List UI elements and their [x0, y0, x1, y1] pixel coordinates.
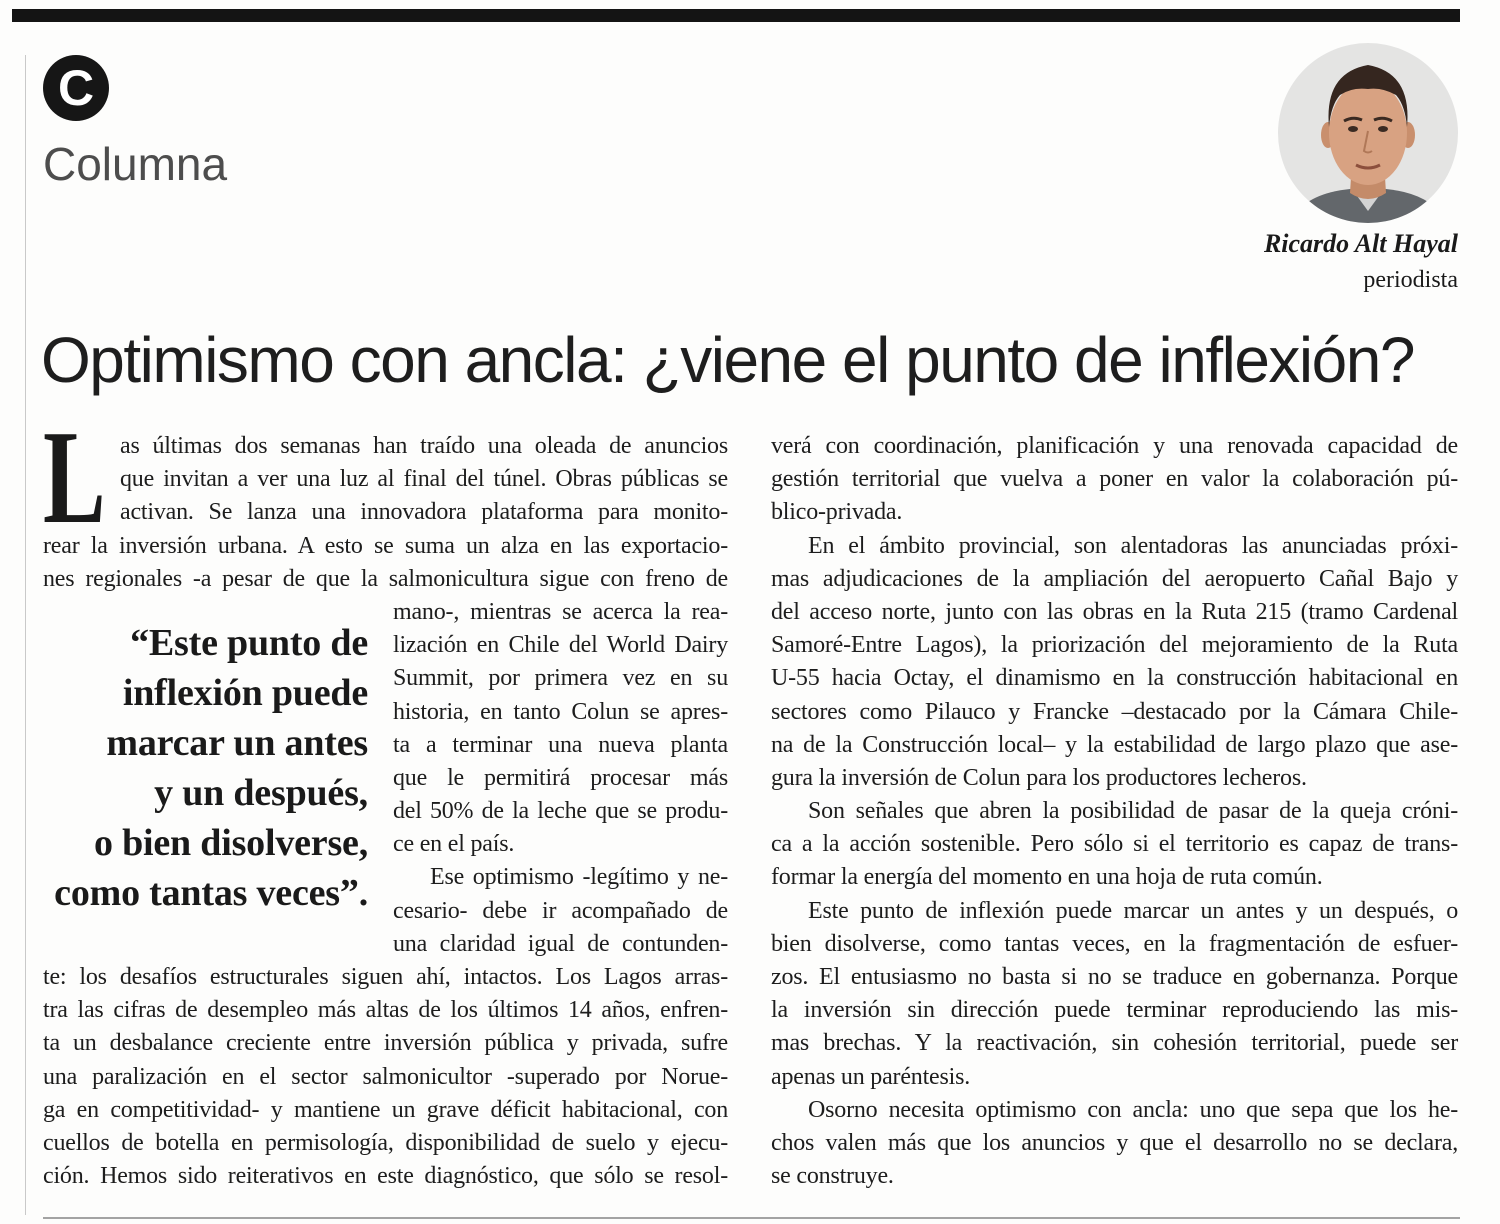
- text-line: Summit, por primera vez en su: [393, 665, 728, 692]
- headline: Optimismo con ancla: ¿viene el punto de inflexión?: [41, 324, 1414, 396]
- text-line: rear la inversión urbana. A esto se suma un alza en las exportacio-: [43, 532, 728, 559]
- text-line: Osorno necesita optimismo con ancla: uno que sepa que los he-: [808, 1096, 1458, 1123]
- drop-cap: L: [43, 403, 106, 551]
- text-line: activan. Se lanza una innovadora plataforma para monito-: [120, 499, 728, 526]
- left-rule: [25, 55, 26, 1215]
- author-name: Ricardo Alt Hayal: [1263, 229, 1458, 258]
- text-line: sectores como Pilauco y Francke –destacado por la Cámara Chile-: [771, 698, 1458, 725]
- text-line: ce en el país.: [393, 831, 515, 858]
- text-line: Ese optimismo -legítimo y ne-: [430, 864, 728, 891]
- text-line: ta un desbalance creciente entre inversión pública y privada, sufre: [43, 1030, 728, 1057]
- text-line: del acceso norte, junto con las obras en la Ruta 215 (tramo Cardenal: [771, 598, 1458, 625]
- text-line: as últimas dos semanas han traído una oleada de anuncios: [120, 433, 728, 459]
- author-role: periodista: [1363, 267, 1458, 293]
- text-line: una claridad igual de contunden-: [393, 930, 728, 957]
- text-line: ta a terminar una nueva planta: [393, 731, 728, 758]
- text-line: mano-, mientras se acerca la rea-: [393, 598, 728, 625]
- pull-quote-line: y un después,: [154, 772, 368, 814]
- text-line: blico-privada.: [771, 499, 903, 526]
- text-line: bien disolverse, como tantas veces, en la fragmentación de esfuer-: [771, 930, 1458, 957]
- text-line: mas brechas. Y la reactivación, sin cohesión territorial, puede ser: [771, 1030, 1458, 1057]
- section-badge: C: [43, 55, 109, 121]
- text-line: lización en Chile del World Dairy: [393, 632, 728, 659]
- text-line: gestión territorial que vuelva a poner en valor la colaboración pú-: [771, 466, 1458, 493]
- pull-quote-line: marcar un antes: [106, 722, 368, 764]
- text-line: U-55 hacia Octay, el dinamismo en la construcción habitacional en: [771, 665, 1458, 692]
- text-line: cuellos de botella en permisología, disponibilidad de suelo y ejecu-: [43, 1129, 728, 1156]
- text-line: gura la inversión de Colun para los productores lecheros.: [771, 764, 1307, 791]
- text-line: nes regionales -a pesar de que la salmonicultura sigue con freno de: [43, 565, 728, 592]
- top-rule: [12, 9, 1460, 22]
- text-line: tra las cifras de desempleo más altas de los últimos 14 años, enfren-: [43, 997, 728, 1024]
- bottom-rule: [43, 1217, 1460, 1219]
- text-line: chos valen más que los anuncios y que el desarrollo no se declara,: [771, 1129, 1458, 1156]
- text-line: ción. Hemos sido reiterativos en este diagnóstico, que sólo se resol-: [43, 1163, 728, 1190]
- text-line: formar la energía del momento en una hoja de ruta común.: [771, 864, 1323, 891]
- text-line: que invitan a ver una luz al final del túnel. Obras públicas se: [120, 466, 728, 493]
- text-line: una paralización en el sector salmonicultor -superado por Norue-: [43, 1063, 728, 1090]
- text-line: En el ámbito provincial, son alentadoras las anunciadas próxi-: [808, 532, 1458, 559]
- text-line: cesario- debe ir acompañado de: [393, 897, 728, 924]
- pull-quote-line: o bien disolverse,: [93, 822, 368, 864]
- pull-quote-line: “Este punto de: [130, 622, 368, 664]
- text-line: apenas un paréntesis.: [771, 1063, 971, 1090]
- text-line: verá con coordinación, planificación y una renovada capacidad de: [771, 433, 1458, 459]
- article-column-right: [771, 430, 1458, 1193]
- text-line: te: los desafíos estructurales siguen ahí, intactos. Los Lagos arras-: [43, 964, 728, 990]
- article-column-left: [43, 430, 728, 1193]
- text-line: Este punto de inflexión puede marcar un antes y un después, o: [808, 897, 1458, 924]
- text-line: Samoré-Entre Lagos), la priorización del mejoramiento de la Ruta: [771, 632, 1458, 659]
- text-line: historia, en tanto Colun se apres-: [393, 698, 728, 725]
- text-line: na de la Construcción local– y la estabilidad de largo plazo que ase-: [771, 731, 1458, 758]
- text-line: del 50% de la leche que se produ-: [393, 798, 728, 825]
- text-line: Son señales que abren la posibilidad de pasar de la queja cróni-: [808, 798, 1458, 825]
- text-line: ga en competitividad- y mantiene un grave déficit habitacional, con: [43, 1096, 728, 1123]
- text-line: ca a la acción sostenible. Pero sólo si el territorio es capaz de trans-: [771, 831, 1458, 858]
- text-line: la inversión sin dirección puede terminar reproduciendo las mis-: [771, 997, 1458, 1024]
- pull-quote-line: inflexión puede: [122, 672, 368, 714]
- author-photo: [1278, 43, 1458, 223]
- pull-quote-line: como tantas veces”.: [54, 872, 368, 914]
- text-line: zos. El entusiasmo no basta si no se traduce en gobernanza. Porque: [771, 964, 1458, 990]
- text-line: que le permitirá procesar más: [393, 764, 728, 791]
- text-line: se construye.: [771, 1163, 894, 1190]
- text-line: mas adjudicaciones de la ampliación del aeropuerto Cañal Bajo y: [771, 565, 1458, 592]
- section-label: Columna: [43, 138, 228, 190]
- author-portrait: [1278, 43, 1458, 223]
